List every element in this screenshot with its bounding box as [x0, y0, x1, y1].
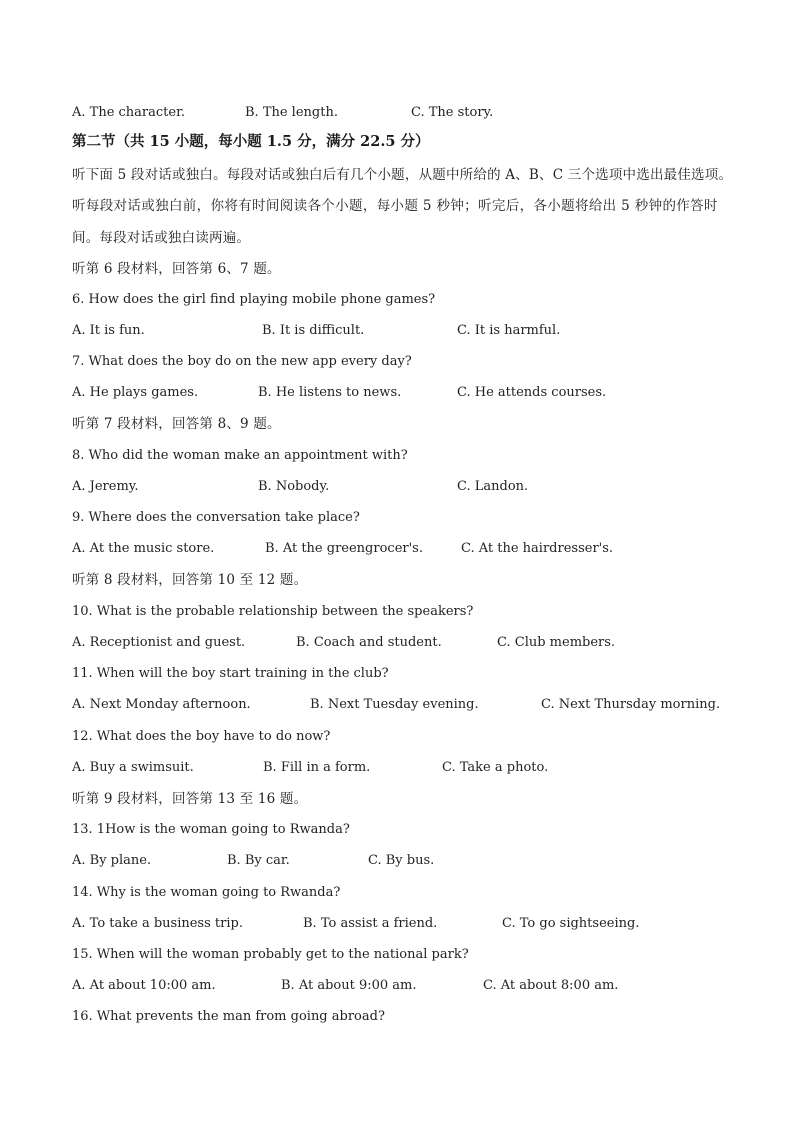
q5-option-b: B. The length. [245, 105, 338, 120]
instruction-line-2: 听每段对话或独白前，你将有时间阅读各个小题，每小题 5 秒钟；听完后，各小题将给出 5 秒钟的作答时 [72, 198, 718, 214]
instruction-line-3: 间。每段对话或独白读两遍。 [72, 230, 251, 246]
q15-option-a: A. At about 10:00 am. [72, 978, 216, 993]
q14-option-b: B. To assist a friend. [303, 916, 438, 931]
q13-option-b: B. By car. [227, 853, 290, 868]
q13-option-a: A. By plane. [72, 853, 152, 868]
instruction-line-1: 听下面 5 段对话或独白。每段对话或独白后有几个小题，从题中所给的 A、B、C 三个选项中选出最佳选项。 [72, 167, 733, 183]
q12-option-b: B. Fill in a form. [263, 760, 371, 775]
question-16: 16. What prevents the man from going abroad? [72, 1009, 385, 1024]
group-intro-9: 听第 9 段材料，回答第 13 至 16 题。 [72, 791, 308, 807]
q9-option-a: A. At the music store. [72, 541, 215, 556]
q5-option-a: A. The character. [72, 105, 186, 120]
q8-option-b: B. Nobody. [258, 479, 330, 494]
q8-option-c: C. Landon. [457, 479, 529, 494]
q10-option-b: B. Coach and student. [296, 635, 442, 650]
q15-option-c: C. At about 8:00 am. [483, 978, 619, 993]
q5-option-c: C. The story. [411, 105, 494, 120]
question-14: 14. Why is the woman going to Rwanda? [72, 885, 341, 900]
q7-option-b: B. He listens to news. [258, 385, 402, 400]
q6-option-a: A. It is fun. [72, 323, 145, 338]
section-title: 第二节（共 15 小题，每小题 1.5 分，满分 22.5 分） [72, 133, 430, 150]
q9-option-b: B. At the greengrocer's. [265, 541, 423, 556]
question-6: 6. How does the girl find playing mobile phone games? [72, 292, 436, 307]
q10-option-a: A. Receptionist and guest. [72, 635, 246, 650]
q14-option-a: A. To take a business trip. [72, 916, 243, 931]
q11-option-c: C. Next Thursday morning. [541, 697, 721, 712]
q6-option-c: C. It is harmful. [457, 323, 561, 338]
q11-option-a: A. Next Monday afternoon. [72, 697, 251, 712]
question-9: 9. Where does the conversation take place? [72, 510, 360, 525]
q9-option-c: C. At the hairdresser's. [461, 541, 614, 556]
q6-option-b: B. It is difficult. [262, 323, 365, 338]
question-11: 11. When will the boy start training in the club? [72, 666, 389, 681]
question-7: 7. What does the boy do on the new app every day? [72, 354, 412, 369]
q8-option-a: A. Jeremy. [72, 479, 139, 494]
group-intro-6: 听第 6 段材料，回答第 6、7 题。 [72, 261, 281, 277]
q13-option-c: C. By bus. [368, 853, 435, 868]
q15-option-b: B. At about 9:00 am. [281, 978, 417, 993]
q7-option-c: C. He attends courses. [457, 385, 607, 400]
question-10: 10. What is the probable relationship between the speakers? [72, 604, 474, 619]
question-13: 13. 1How is the woman going to Rwanda? [72, 822, 350, 837]
q10-option-c: C. Club members. [497, 635, 616, 650]
q7-option-a: A. He plays games. [72, 385, 199, 400]
question-8: 8. Who did the woman make an appointment with? [72, 448, 408, 463]
question-15: 15. When will the woman probably get to the national park? [72, 947, 469, 962]
group-intro-7: 听第 7 段材料，回答第 8、9 题。 [72, 416, 281, 432]
q12-option-a: A. Buy a swimsuit. [72, 760, 194, 775]
question-12: 12. What does the boy have to do now? [72, 729, 331, 744]
q14-option-c: C. To go sightseeing. [502, 916, 640, 931]
q11-option-b: B. Next Tuesday evening. [310, 697, 479, 712]
group-intro-8: 听第 8 段材料，回答第 10 至 12 题。 [72, 572, 308, 588]
q12-option-c: C. Take a photo. [442, 760, 549, 775]
